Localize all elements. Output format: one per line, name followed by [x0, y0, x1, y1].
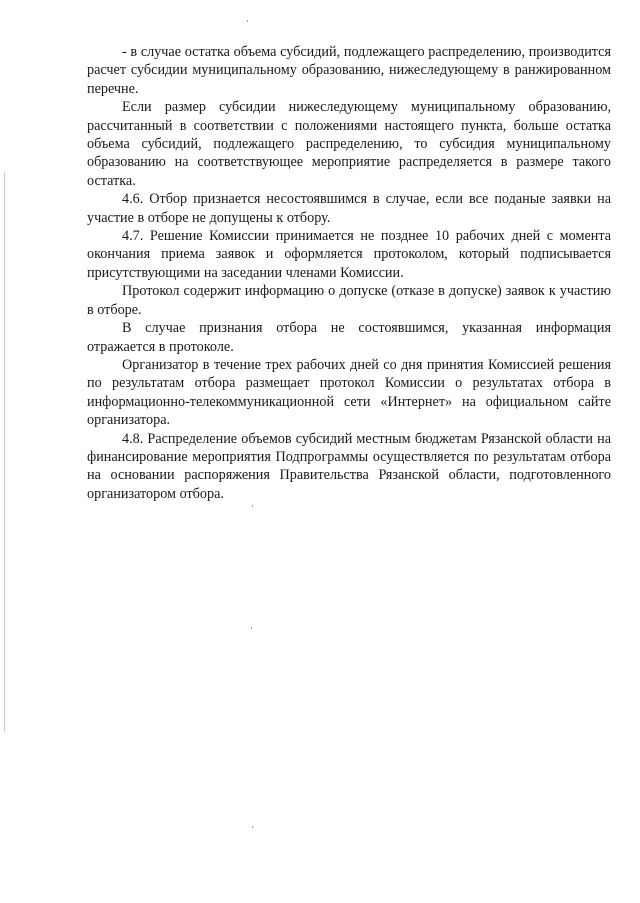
paragraph-organizer-publication: Организатор в течение трех рабочих дней со дня принятия Комиссией решения по результатам отбора размещает протокол Комиссии о результатах отбора в информационно-телекоммуникационной сети «Интернет» на официальном сайте организатора.	[87, 356, 611, 429]
document-body	[87, 43, 611, 503]
paragraph-subsidy-size: Если размер субсидии нижеследующему муниципальному образованию, рассчитанный в соответствии с положениями настоящего пункта, больше остатка объема субсидий, подлежащего распределению, то субсидия муниципальному образованию на соответствующее мероприятие распределяется в размере такого остатка.	[87, 99, 611, 189]
scan-speck	[252, 505, 253, 507]
scan-margin-line	[4, 172, 5, 732]
paragraph-remainder-calculation: - в случае остатка объема субсидий, подлежащего распределению, производится расчет субсидии муниципальному образованию, нижеследующему в ранжированном перечне.	[87, 44, 611, 97]
paragraph-protocol-contents: Протокол содержит информацию о допуске (отказе в допуске) заявок к участию в отборе.	[87, 283, 611, 318]
paragraph-4-8: 4.8. Распределение объемов субсидий местным бюджетам Рязанской области на финансирование мероприятия Подпрограммы осуществляется по результатам отбора на основании распоряжения Правительства Рязанской области, подготовленного организатором отбора.	[87, 430, 611, 502]
scan-speck	[247, 20, 248, 22]
scan-speck	[251, 627, 252, 629]
paragraph-4-7: 4.7. Решение Комиссии принимается не позднее 10 рабочих дней с момента окончания приема заявок и оформляется протоколом, который подписывается присутствующими на заседании членами Комиссии.	[87, 228, 611, 281]
paragraph-failed-selection: В случае признания отбора не состоявшимся, указанная информация отражается в протоколе.	[87, 320, 611, 355]
scan-speck	[252, 826, 253, 828]
paragraph-4-6: 4.6. Отбор признается несостоявшимся в случае, если все поданые заявки на участие в отборе не допущены к отбору.	[87, 191, 611, 226]
